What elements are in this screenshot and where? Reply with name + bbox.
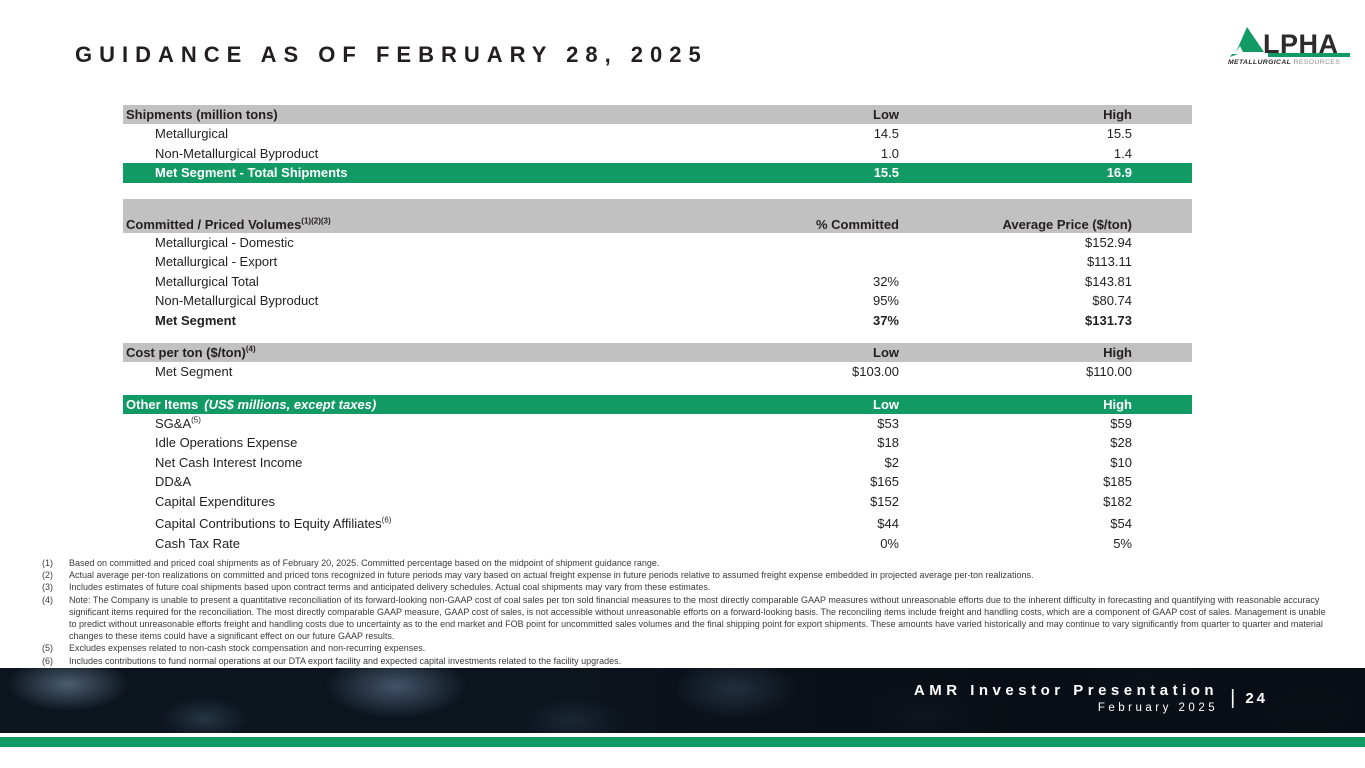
table-row [123,472,1192,492]
row-high-value: $185 [1103,474,1132,490]
row-label-text: DD&A [155,474,192,490]
header-label-text: Cost per ton ($/ton) [126,345,246,360]
footnote-text: Includes estimates of future coal shipments based upon contract terms and anticipated delivery schedules. Actual coal shipments may vary from these estimates. [69,582,711,593]
table-other-items [123,395,1192,554]
footnote-3 [42,581,1332,593]
table-committed-volumes [123,199,1192,331]
row-low-value: 14.5 [873,126,899,142]
row-label-text: Net Cash Interest Income [155,454,303,470]
row-footnote-marker: (5) [191,415,201,425]
row-label: Met Segment [155,364,233,380]
table-row [123,233,1192,253]
row-high-value: $182 [1103,493,1132,509]
footnote-2 [42,569,1332,581]
column-header-high: High [1103,396,1132,412]
row-low-value: 1.0 [880,145,899,161]
table-row [123,414,1192,434]
table-cost-per-ton [123,343,1192,382]
table-shipments-header [123,105,1192,124]
row-low-value: $165 [870,474,899,490]
row-label [123,494,719,509]
footnote-6 [42,655,1332,667]
footnote-number: (3) [42,582,53,593]
footnote-text: Includes contributions to fund normal operations at our DTA export facility and expected capital investments related to the facility upgrades. [69,655,622,666]
row-low-value: $18 [877,435,899,451]
row-low-value: 15.5 [873,165,899,181]
logo-subtitle-light: RESOURCES [1293,59,1341,66]
table-row [123,514,1192,534]
table-row [123,144,1192,164]
row-high-value: $28 [1110,435,1132,451]
row-committed-value: 95% [872,293,899,309]
column-header-high: High [1103,345,1132,360]
row-label [123,516,719,531]
row-high-value: 15.5 [1106,126,1132,142]
row-high-value: $110.00 [1085,364,1132,380]
row-high-value: $10 [1110,454,1132,470]
row-low-value: $44 [877,516,899,532]
footnotes [42,557,1332,667]
table-row-total-highlight [123,163,1192,183]
logo-wordmark [1228,27,1350,57]
footer-green-bar [0,737,1365,747]
table-row [123,124,1192,144]
column-header-low: Low [873,345,899,360]
header-footnote-marker: (1)(2)(3) [301,216,331,226]
row-low-value: $103.00 [852,364,899,380]
row-label-text: Idle Operations Expense [155,435,298,451]
column-header-pct-committed: % Committed [815,216,899,232]
footnote-number: (5) [42,643,53,654]
alpha-triangle-logo-icon [1228,27,1266,57]
footer-text [914,682,1268,714]
row-label [123,416,719,431]
row-label [123,455,719,470]
company-logo [1228,27,1350,66]
row-label: Met Segment [155,312,236,328]
table-row [123,453,1192,473]
table-row [123,252,1192,272]
footnote-text: Based on committed and priced coal shipments as of February 20, 2025. Committed percentage based on the midpoint of shipment guidance range. [69,558,660,568]
table-row-met-segment [123,311,1192,331]
row-price-value: $80.74 [1092,293,1132,309]
footnote-number: (1) [42,558,53,568]
logo-subtitle-bold: METALLURGICAL [1228,59,1292,66]
table-other-items-header [123,395,1192,414]
row-price-value: $131.73 [1085,312,1132,328]
footnote-text: Note: The Company is unable to present a quantitative reconciliation of its forward-looking non-GAAP cost of coal sales per ton sold financial measures to the most directly comparable GAAP measures without unreasonable efforts due to the inherent difficulty in forecasting and quantifying with reasonable accuracy significant items required for the reconciliation. The most directly comparable GAAP measure, GAAP cost of sales, is not accessible without unreasonable efforts on a forward-looking basis. The reconciling items include freight and handling costs, which are a component of GAAP cost of sales. Management is unable to predict without unreasonable efforts freight and handling costs due to uncertainty as to the end market and FOB point for uncommitted sales volumes and the final shipping point for export shipments. These amounts have varied historically and may continue to vary significantly from quarter to quarter and material changes to these items could have a significant effect on our future GAAP results. [69,594,1326,642]
column-header-low: Low [873,107,899,122]
footnote-1 [42,557,1332,569]
column-header-low: Low [873,396,899,412]
header-label [123,217,719,232]
footnote-text: Actual average per-ton realizations on committed and priced tons recognized in future periods may vary based on actual freight expense in future periods relative to assumed freight expense embedded in projected average per-ton realizations. [69,570,1034,581]
footer-title: AMR Investor Presentation [913,682,1219,699]
logo-word: LPHA [1263,29,1339,59]
logo-subtitle [1228,59,1350,66]
table-row [123,433,1192,453]
row-label: Metallurgical - Export [155,254,278,270]
row-label-text: Capital Contributions to Equity Affiliates [155,516,382,532]
table-row [123,362,1192,382]
table-shipments [123,105,1192,183]
row-label: Met Segment - Total Shipments [155,165,348,181]
page-title: GUIDANCE AS OF FEBRUARY 28, 2025 [75,42,708,67]
row-label: Metallurgical - Domestic [155,234,294,250]
footnote-text: Excludes expenses related to non-cash stock compensation and non-recurring expenses. [69,643,426,654]
column-header-avg-price: Average Price ($/ton) [1002,216,1132,232]
footnote-number: (4) [42,594,53,605]
footer-date: February 2025 [1097,702,1219,714]
row-high-value: $54 [1110,516,1132,532]
row-low-value: $2 [884,454,899,470]
table-row [123,492,1192,512]
footnote-5 [42,642,1332,654]
row-label [123,474,719,489]
footnote-number: (2) [42,570,53,581]
footer-presentation-label [914,682,1218,714]
header-label [123,345,719,360]
row-label [123,435,719,450]
row-committed-value: 32% [872,273,899,289]
header-label-italic: (US$ millions, except taxes) [204,396,377,412]
row-price-value: $143.81 [1085,273,1132,289]
header-label [123,107,719,122]
column-header-high: High [1103,107,1132,122]
row-price-value: $113.11 [1086,254,1132,270]
row-label-text: Cash Tax Rate [155,535,241,551]
row-high-value: 1.4 [1113,145,1132,161]
table-row [123,291,1192,311]
row-committed-value: 37% [872,312,899,328]
header-label-text: Shipments (million tons) [126,107,278,122]
row-low-value: $53 [877,415,899,431]
row-high-value: 5% [1113,535,1132,551]
table-cost-header [123,343,1192,362]
row-label: Non-Metallurgical Byproduct [155,293,319,309]
header-footnote-marker: (4) [245,344,256,354]
row-label: Non-Metallurgical Byproduct [155,145,319,161]
table-committed-header [123,199,1192,233]
row-label-text: Capital Expenditures [155,493,275,509]
row-label-text: SG&A [155,415,192,431]
row-high-value: $59 [1110,415,1132,431]
footnote-4 [42,594,1332,643]
header-label [123,397,719,412]
table-row [123,534,1192,554]
row-price-value: $152.94 [1085,234,1132,250]
row-low-value: $152 [870,493,899,509]
table-row [123,272,1192,292]
row-label: Metallurgical [155,126,228,142]
footer-coal-band [0,668,1365,733]
header-label-text: Committed / Priced Volumes [126,216,302,232]
guidance-tables [123,105,1192,553]
row-footnote-marker: (6) [381,515,392,525]
row-high-value: 16.9 [1106,165,1132,181]
page-number: 24 [1245,689,1268,707]
row-label [123,536,719,551]
header-label-text: Other Items [126,396,199,412]
row-label: Metallurgical Total [155,273,259,289]
footer-separator: | [1230,686,1236,709]
footnote-number: (6) [42,655,53,666]
row-low-value: 0% [880,535,899,551]
